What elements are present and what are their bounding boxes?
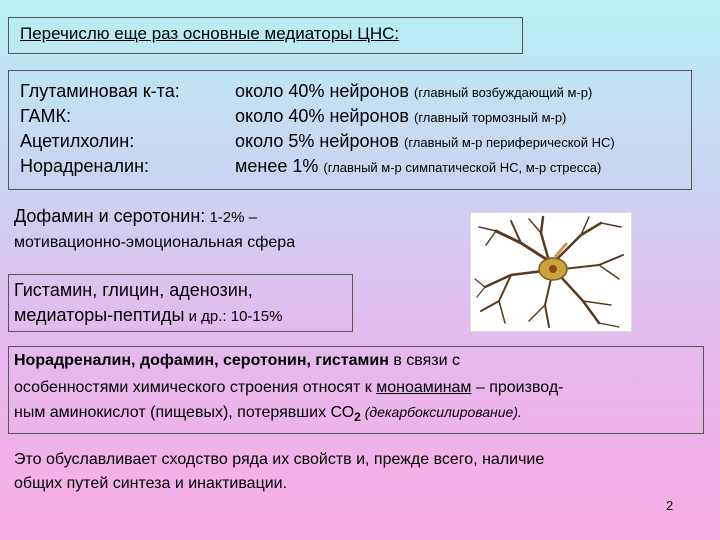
- page-number: 2: [666, 498, 674, 513]
- monoamines-term: моноаминам: [376, 379, 472, 396]
- chemistry-line-3: ным аминокислот (пищевых), потерявших $СО_2$ (декарбоксилирование).: [14, 404, 522, 425]
- dopamine-line-1: Дофамин и серотонин: 1-2% –: [14, 206, 257, 226]
- mediator-note: (главный м-р симпатической НС, м-р стресса): [323, 160, 602, 175]
- slide-title: Перечислю еще раз основные медиаторы ЦНС:: [20, 24, 400, 43]
- mediator-note: (главный возбуждающий м-р): [414, 85, 593, 100]
- mediator-value: около 40% нейронов (главный возбуждающий м-р): [235, 81, 593, 101]
- mediator-note: (главный тормозный м-р): [414, 110, 567, 125]
- dopamine-line-2: мотивационно-эмоциональная сфера: [14, 234, 296, 251]
- neuron-illustration: [470, 212, 632, 332]
- mediator-name: Глутаминовая к-та:: [20, 81, 180, 101]
- chemistry-line-2: особенностями химического строения относят к моноаминам – производ-: [14, 379, 564, 396]
- mediator-note: (главный м-р периферической НС): [404, 135, 615, 150]
- mediator-value: менее 1% (главный м-р симпатической НС, м-р стресса): [235, 156, 602, 176]
- histamine-line-2: медиаторы-пептиды и др.: 10-15%: [14, 305, 283, 325]
- mediator-name: Ацетилхолин:: [20, 131, 135, 151]
- mediator-value: около 40% нейронов (главный тормозный м-р): [235, 106, 567, 126]
- neuron-icon: [471, 213, 631, 331]
- chemistry-line-1: Норадреналин, дофамин, серотонин, гистамин в связи с: [14, 352, 460, 369]
- mediator-value: около 5% нейронов (главный м-р периферической НС): [235, 131, 615, 151]
- conclusion-line-2: общих путей синтеза и инактивации.: [14, 475, 288, 492]
- mediator-name: ГАМК:: [20, 106, 72, 126]
- conclusion-line-1: Это обуславливает сходство ряда их свойств и, прежде всего, наличие: [14, 451, 545, 468]
- mediator-name: Норадреналин:: [20, 156, 150, 176]
- histamine-line-1: Гистамин, глицин, аденозин,: [14, 280, 253, 300]
